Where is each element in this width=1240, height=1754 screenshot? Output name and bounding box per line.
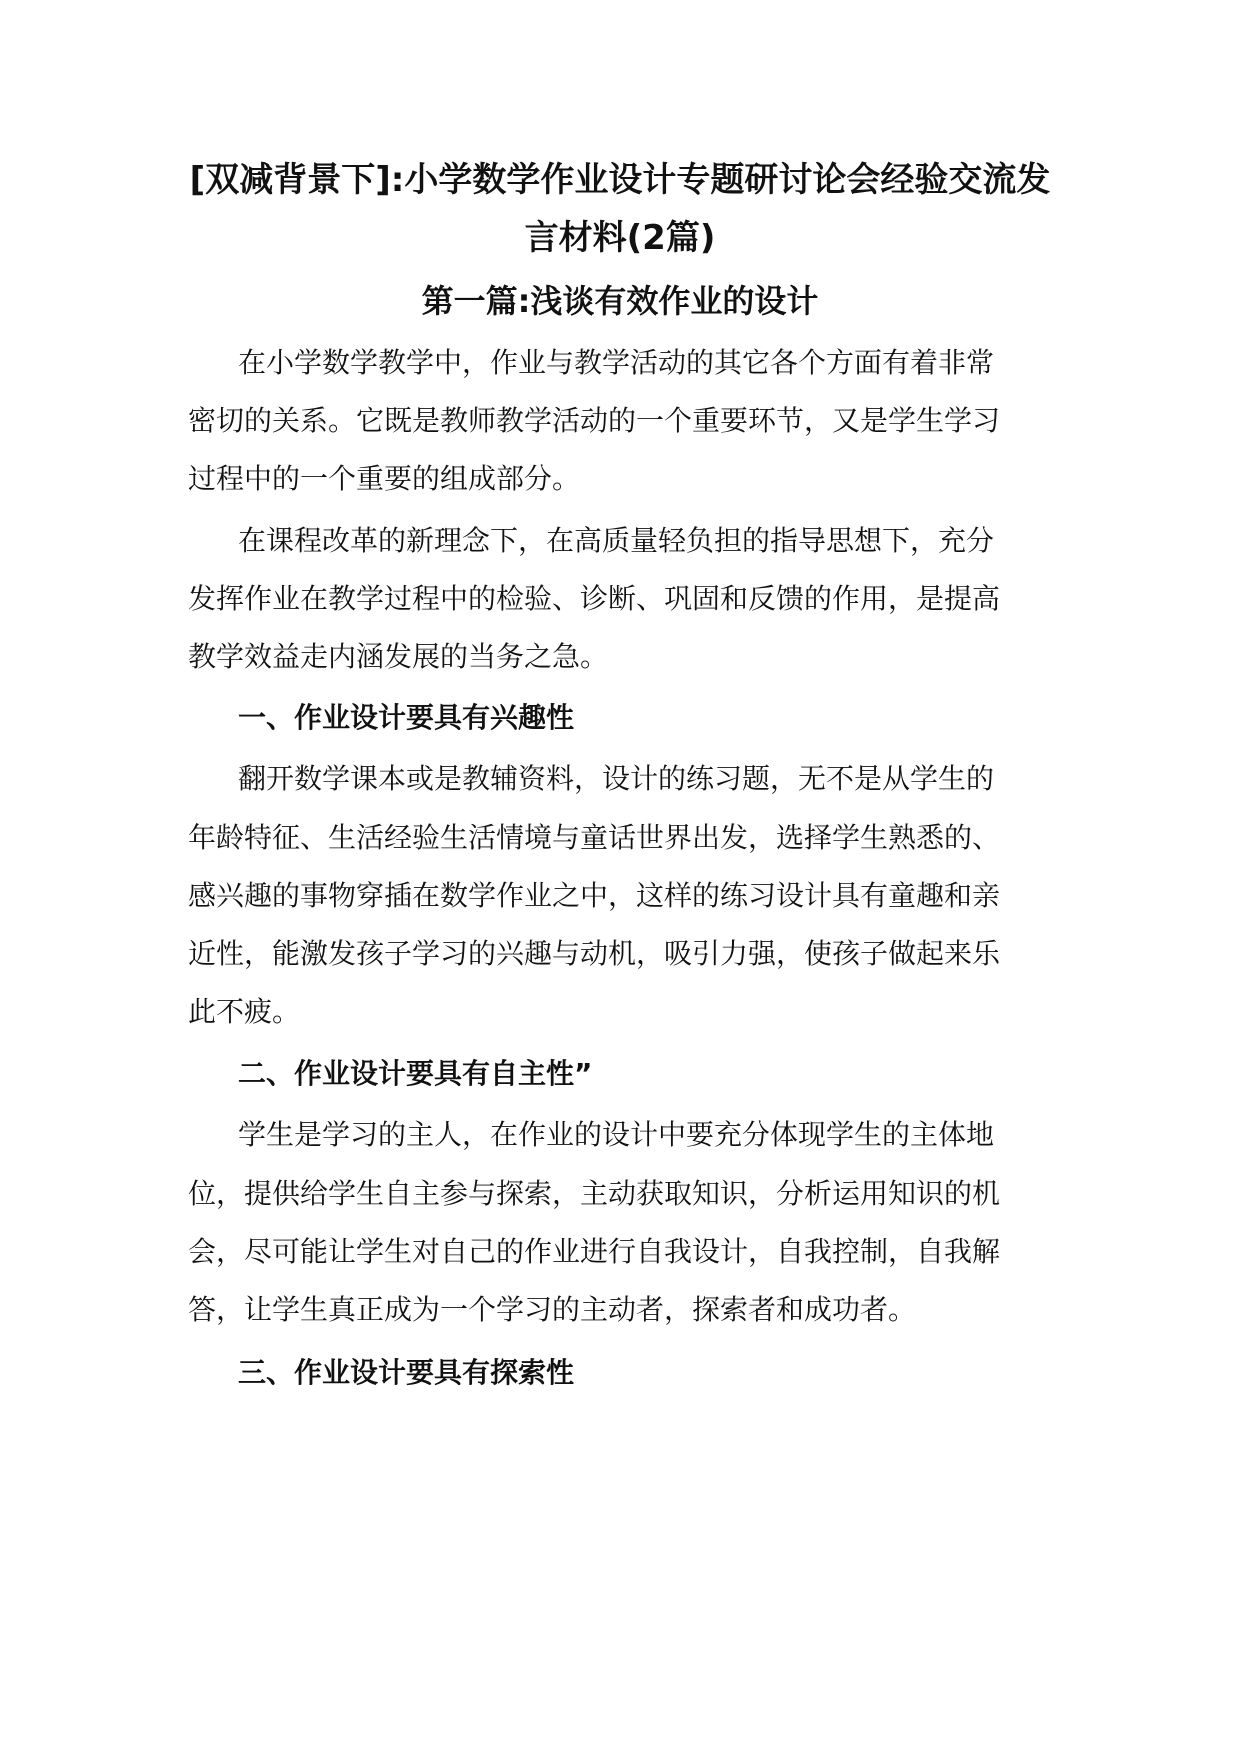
- paragraph-2-line-3: 教学效益走内涵发展的当务之急。: [188, 640, 609, 673]
- paragraph-2-line-2: 发挥作业在教学过程中的检验、诊断、巩固和反馈的作用，是提高: [188, 582, 1001, 615]
- paragraph-4-line-2: 位，提供给学生自主参与探索，主动获取知识，分析运用知识的机: [188, 1177, 1001, 1210]
- paragraph-2-line-1: 在课程改革的新理念下，在高质量轻负担的指导思想下，充分: [238, 524, 995, 557]
- document-title-line-2: 言材料(2篇): [524, 218, 716, 258]
- paragraph-4-line-3: 会，尽可能让学生对自己的作业进行自我设计，自我控制，自我解: [188, 1235, 1001, 1268]
- paragraph-3-line-1: 翻开数学课本或是教辅资料，设计的练习题，无不是从学生的: [238, 762, 995, 795]
- paragraph-3-line-3: 感兴趣的事物穿插在数学作业之中，这样的练习设计具有童趣和亲: [188, 879, 1001, 912]
- heading-3: 三、作业设计要具有探索性: [238, 1356, 575, 1389]
- paragraph-1-line-3: 过程中的一个重要的组成部分。: [188, 462, 581, 495]
- heading-2: 二、作业设计要具有自主性”: [238, 1057, 593, 1090]
- paragraph-3-line-2: 年龄特征、生活经验生活情境与童话世界出发，选择学生熟悉的、: [188, 821, 1001, 854]
- paragraph-1-line-1: 在小学数学教学中，作业与教学活动的其它各个方面有着非常: [238, 346, 995, 379]
- heading-1: 一、作业设计要具有兴趣性: [238, 701, 575, 734]
- paragraph-3-line-5: 此不疲。: [188, 995, 301, 1028]
- document-title-line-1: [双减背景下]:小学数学作业设计专题研讨论会经验交流发: [189, 160, 1051, 200]
- section-title: 第一篇:浅谈有效作业的设计: [421, 282, 819, 320]
- paragraph-4-line-4: 答，让学生真正成为一个学习的主动者，探索者和成功者。: [188, 1293, 917, 1326]
- paragraph-1-line-2: 密切的关系。它既是教师教学活动的一个重要环节，又是学生学习: [188, 404, 1001, 437]
- paragraph-3-line-4: 近性，能激发孩子学习的兴趣与动机，吸引力强，使孩子做起来乐: [188, 937, 1001, 970]
- paragraph-4-line-1: 学生是学习的主人，在作业的设计中要充分体现学生的主体地: [238, 1118, 995, 1151]
